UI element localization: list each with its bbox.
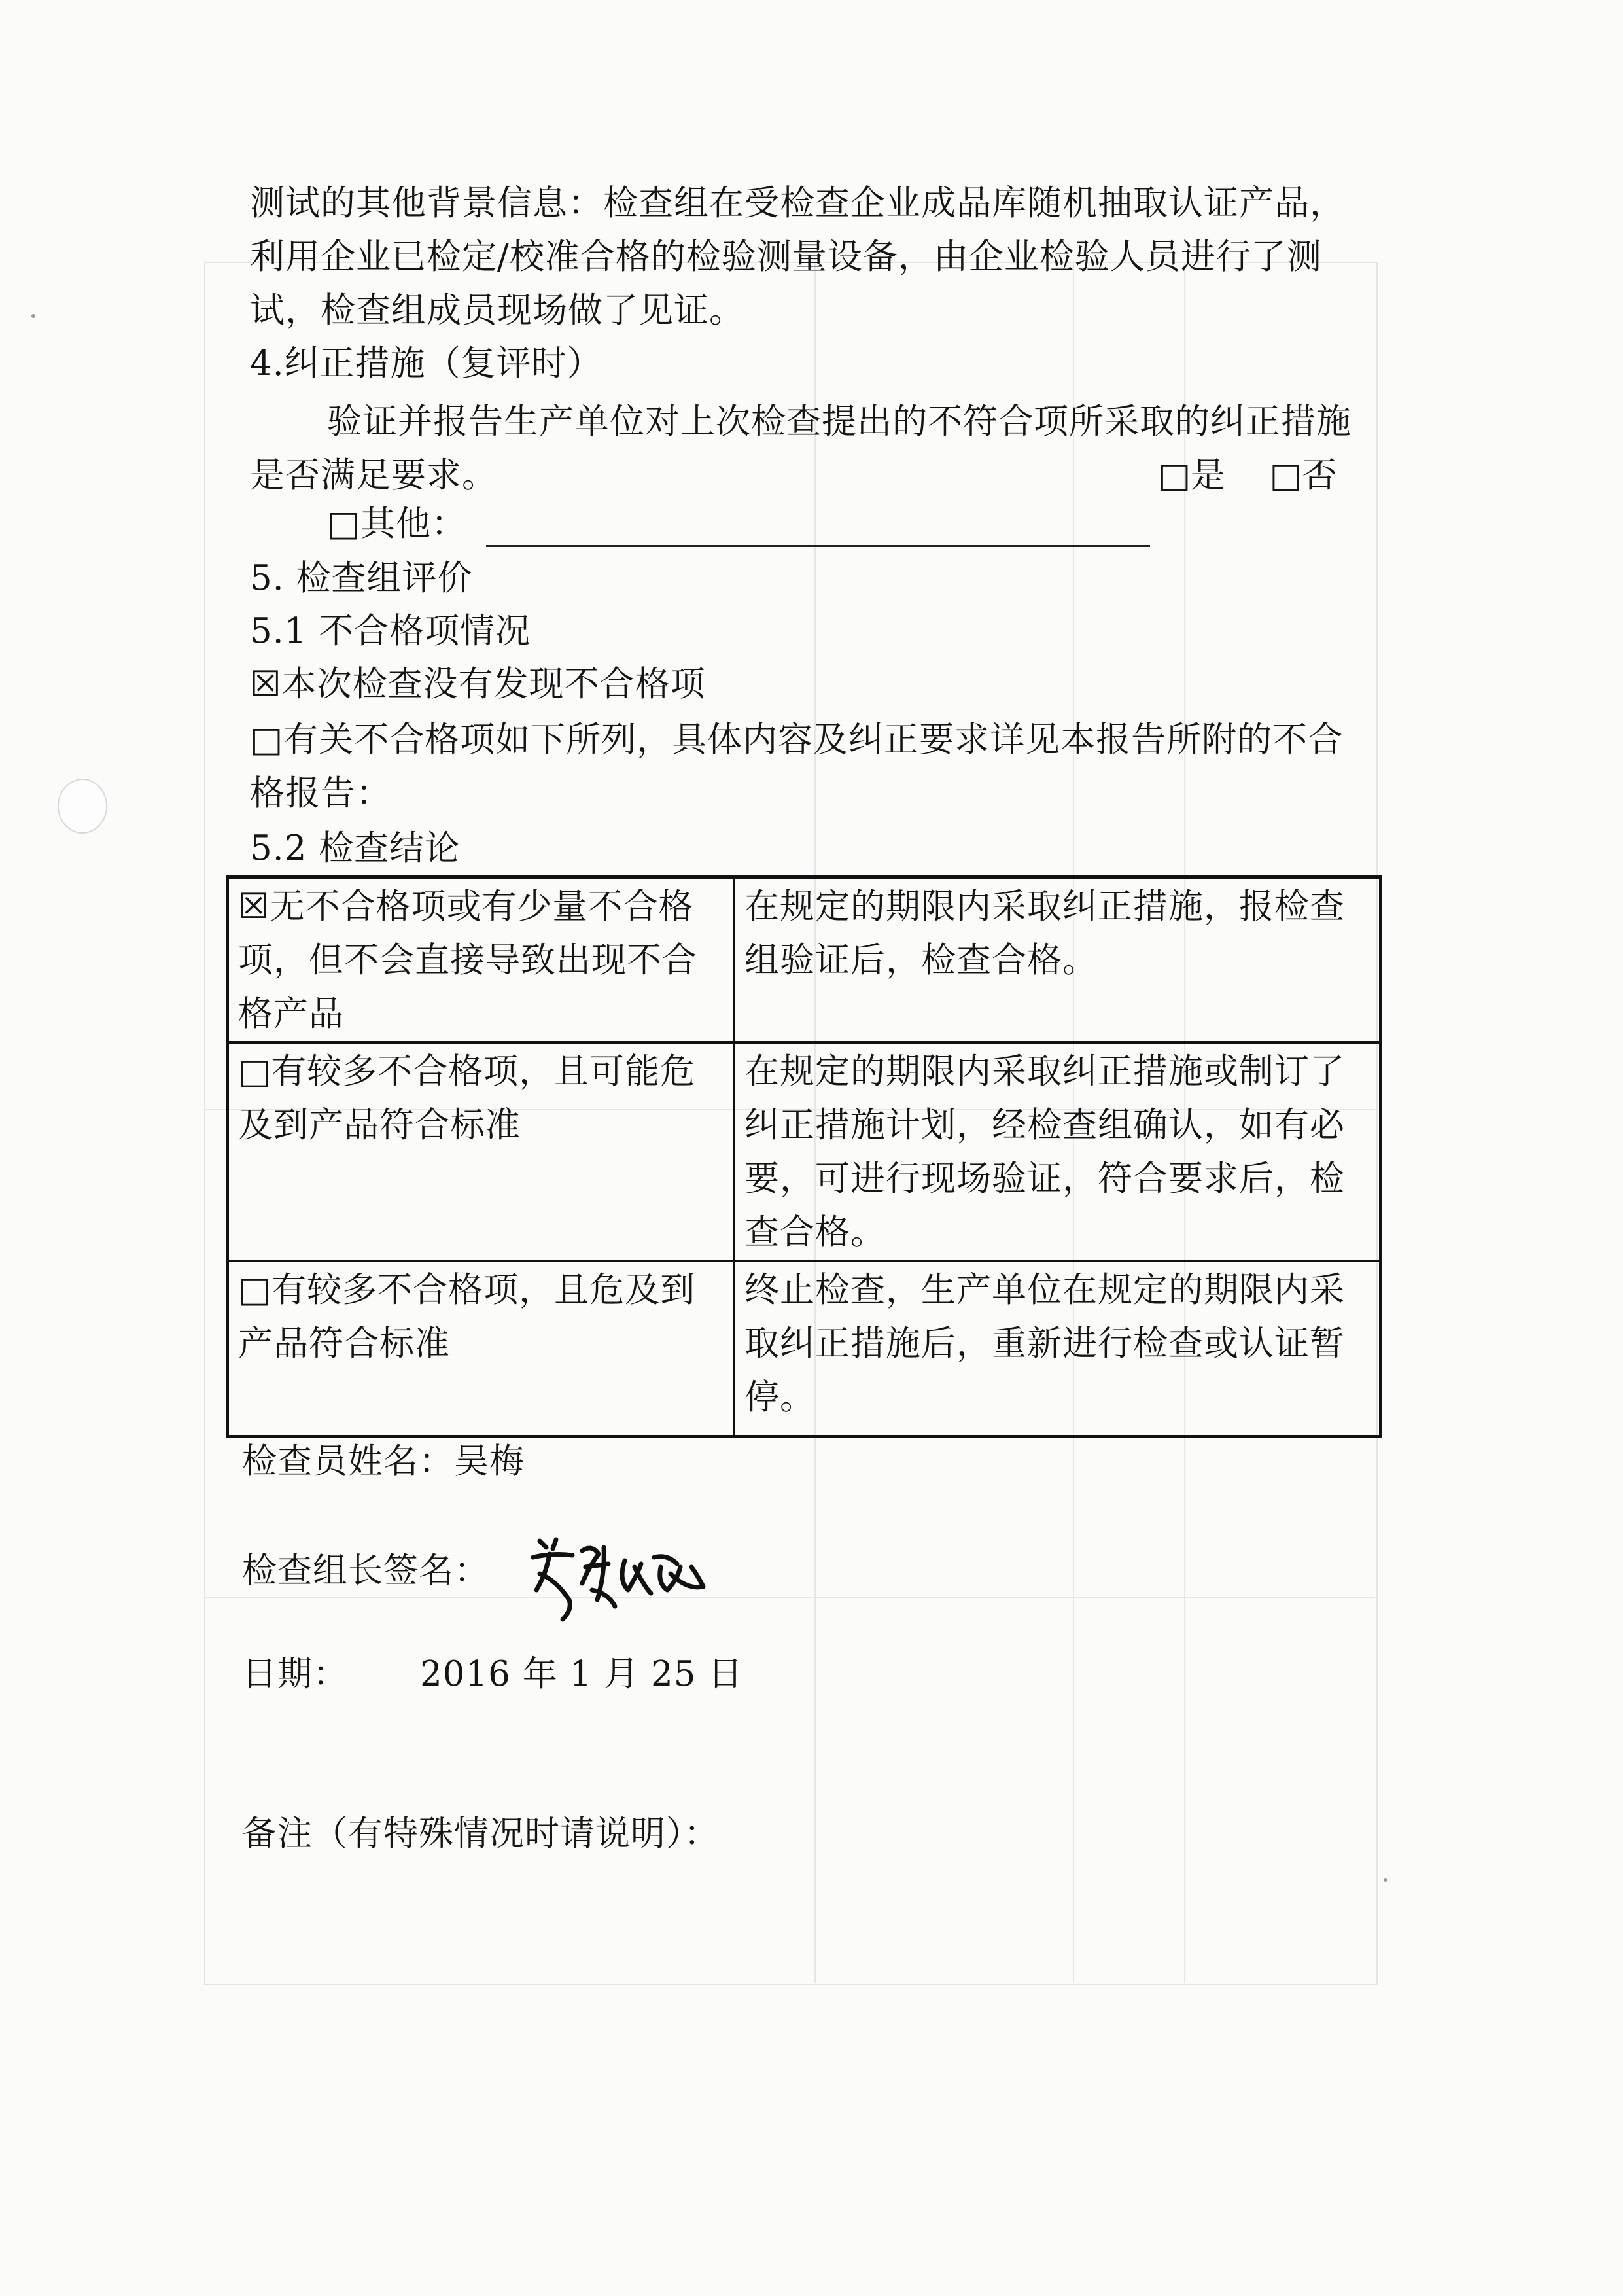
handwritten-signature xyxy=(520,1528,716,1633)
condition-cell[interactable]: □有较多不合格项，且危及到产品符合标准 xyxy=(228,1261,735,1436)
section4-heading: 4.纠正措施（复评时） xyxy=(250,344,602,383)
leader-signature-label: 检查组长签名： xyxy=(242,1551,489,1591)
date-value: 2016 年 1 月 25 日 xyxy=(420,1654,744,1694)
remarks-label: 备注（有特殊情况时请说明）： xyxy=(242,1814,720,1854)
table-row xyxy=(228,1042,1381,1261)
condition-cell[interactable]: □有较多不合格项，且可能危及到产品符合标准 xyxy=(228,1042,735,1261)
date-label: 日期： xyxy=(242,1654,348,1694)
date-row xyxy=(242,1648,743,1701)
yes-checkbox[interactable]: □是 xyxy=(1158,455,1226,495)
condition-cell[interactable]: ☒无不合格项或有少量不合格项，但不会直接导致出现不合格产品 xyxy=(228,877,735,1043)
table-row xyxy=(228,877,1381,1043)
punch-hole xyxy=(58,779,107,834)
other-blank-line xyxy=(486,545,1150,547)
result-cell: 在规定的期限内采取纠正措施，报检查组验证后，检查合格。 xyxy=(734,877,1381,1043)
background-info-paragraph: 测试的其他背景信息：检查组在受检查企业成品库随机抽取认证产品，利用企业已检定/校准合格的检验测量设备，由企业检验人员进行了测试，检查组成员现场做了见证。 xyxy=(250,183,1345,330)
section5-heading: 5. 检查组评价 xyxy=(250,558,473,598)
speck xyxy=(1384,1878,1387,1882)
no-nonconformity-option[interactable]: ☒本次检查没有发现不合格项 xyxy=(250,664,706,704)
yes-no-options xyxy=(1158,449,1337,503)
nonconformity-list-option[interactable]: □有关不合格项如下所列，具体内容及纠正要求详见本报告所附的不合格报告： xyxy=(250,720,1344,813)
section5-2-heading: 5.2 检查结论 xyxy=(250,828,461,868)
result-cell: 终止检查，生产单位在规定的期限内采取纠正措施后，重新进行检查或认证暂停。 xyxy=(734,1261,1381,1436)
other-checkbox-label[interactable]: □其他： xyxy=(327,504,467,544)
speck xyxy=(31,314,35,318)
inspector-name: 检查员姓名：吴梅 xyxy=(242,1441,525,1481)
section5-1-heading: 5.1 不合格项情况 xyxy=(250,611,531,651)
section4-body: 验证并报告生产单位对上次检查提出的不符合项所采取的纠正措施是否满足要求。 xyxy=(250,402,1352,495)
other-option xyxy=(327,497,1150,551)
table-row xyxy=(228,1261,1381,1436)
conclusion-table xyxy=(226,875,1382,1438)
no-checkbox[interactable]: □否 xyxy=(1269,455,1337,495)
result-cell: 在规定的期限内采取纠正措施或制订了纠正措施计划，经检查组确认，如有必要，可进行现场验证，符合要求后，检查合格。 xyxy=(734,1042,1381,1261)
